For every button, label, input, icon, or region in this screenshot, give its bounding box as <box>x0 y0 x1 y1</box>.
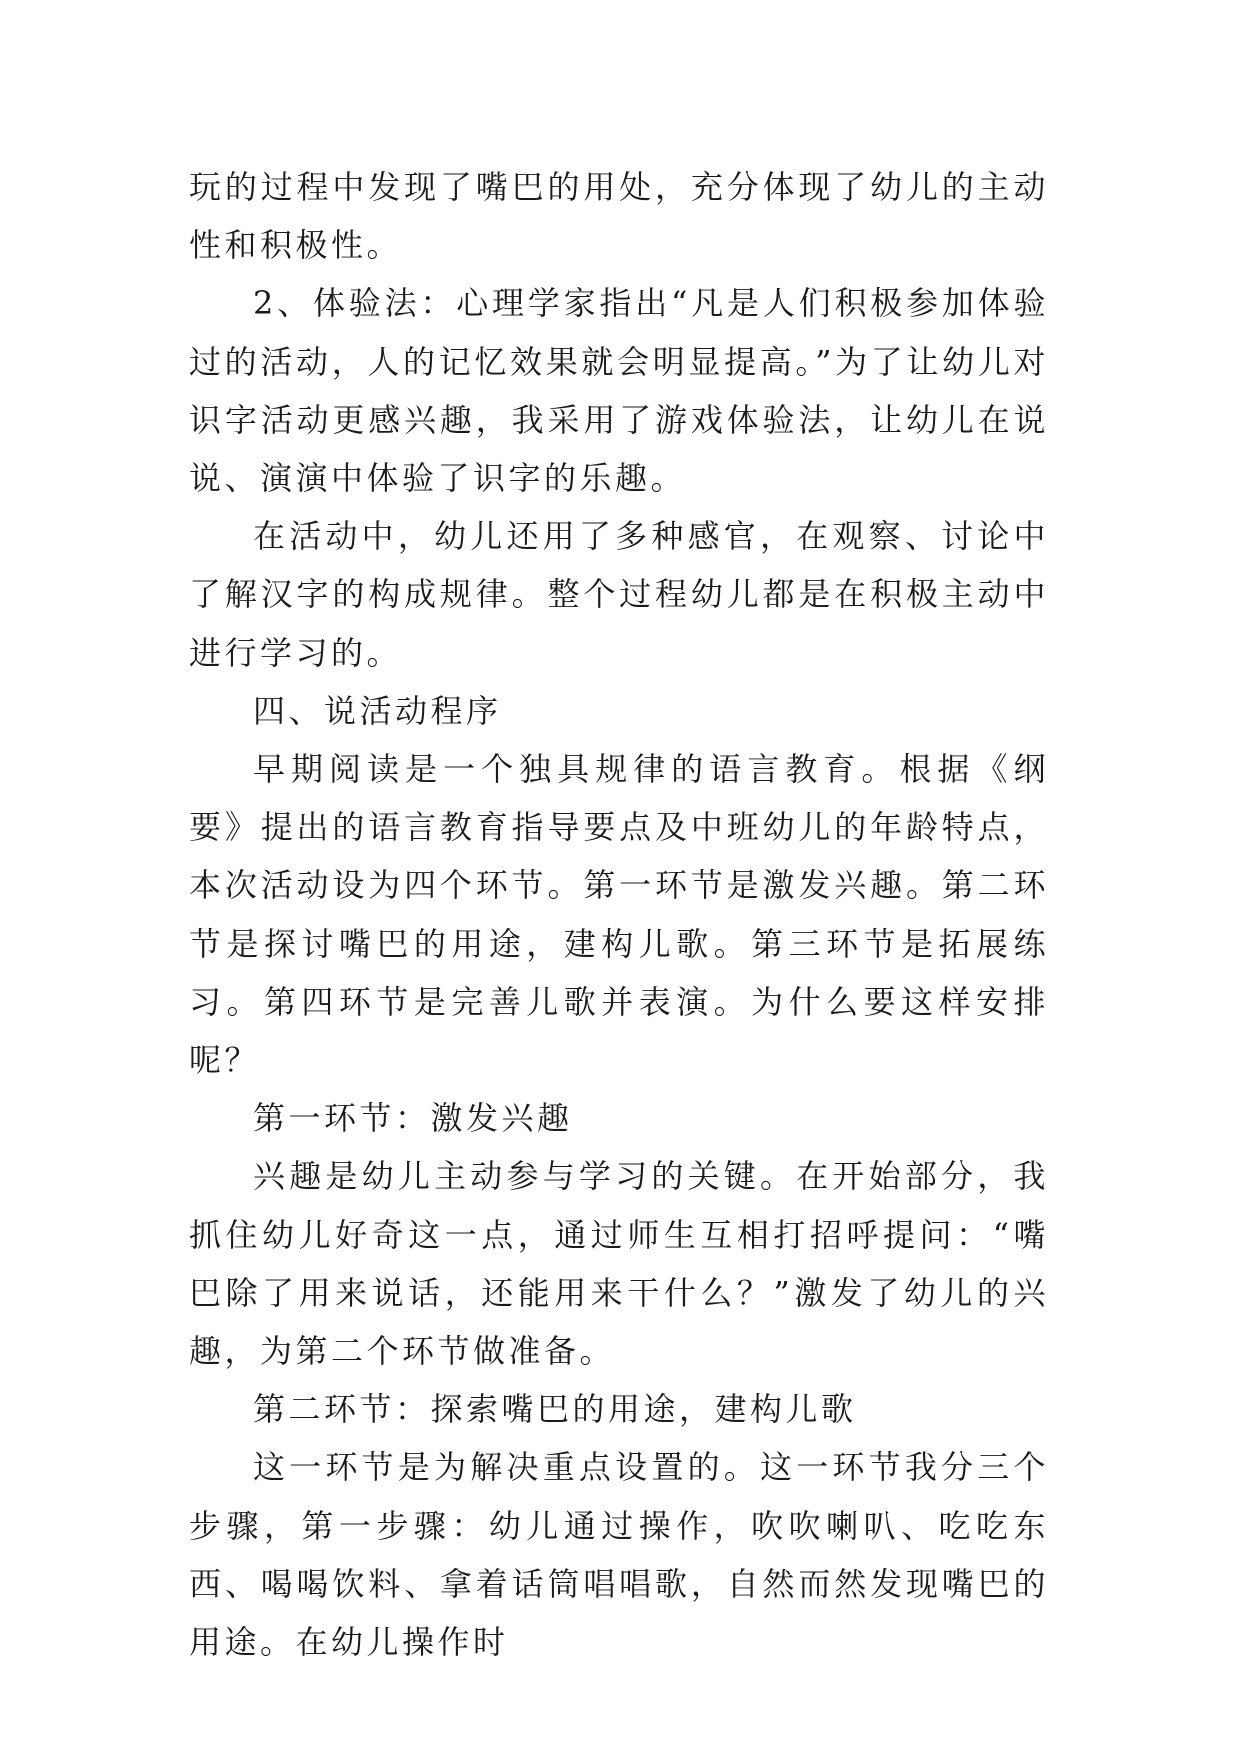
subheading-step-one: 第一环节：激发兴趣 <box>253 1099 573 1138</box>
paragraph-step-two: 这一环节是为解决重点设置的。这一环节我分三个步骤，第一步骤：幼儿通过操作，吹吹喇叭、吃吃东西、喝喝饮料、拿着话筒唱唱歌，自然而然发现嘴巴的用途。在幼儿操作时 <box>189 1448 1049 1662</box>
paragraph-continued: 玩的过程中发现了嘴巴的用处，充分体现了幼儿的主动性和积极性。 <box>189 168 1049 265</box>
subheading-step-two: 第二环节：探索嘴巴的用途，建构儿歌 <box>253 1390 857 1429</box>
body-text <box>189 158 1049 1671</box>
paragraph-early-reading: 早期阅读是一个独具规律的语言教育。根据《纲要》提出的语言教育指导要点及中班幼儿的年龄特点，本次活动设为四个环节。第一环节是激发兴趣。第二环节是探讨嘴巴的用途，建构儿歌。第三环节是拓展练习。第四环节是完善儿歌并表演。为什么要这样安排呢？ <box>189 750 1049 1080</box>
paragraph-experience-method: 2、体验法：心理学家指出“凡是人们积极参加体验过的活动，人的记忆效果就会明显提高。”为了让幼儿对识字活动更感兴趣，我采用了游戏体验法，让幼儿在说说、演演中体验了识字的乐趣。 <box>189 284 1049 498</box>
paragraph-senses: 在活动中，幼儿还用了多种感官，在观察、讨论中了解汉字的构成规律。整个过程幼儿都是在积极主动中进行学习的。 <box>189 517 1049 672</box>
section-heading-activity-procedure: 四、说活动程序 <box>253 691 502 730</box>
paragraph-step-one: 兴趣是幼儿主动参与学习的关键。在开始部分，我抓住幼儿好奇这一点，通过师生互相打招呼提问：“嘴巴除了用来说话，还能用来干什么？”激发了幼儿的兴趣，为第二个环节做准备。 <box>189 1157 1049 1371</box>
